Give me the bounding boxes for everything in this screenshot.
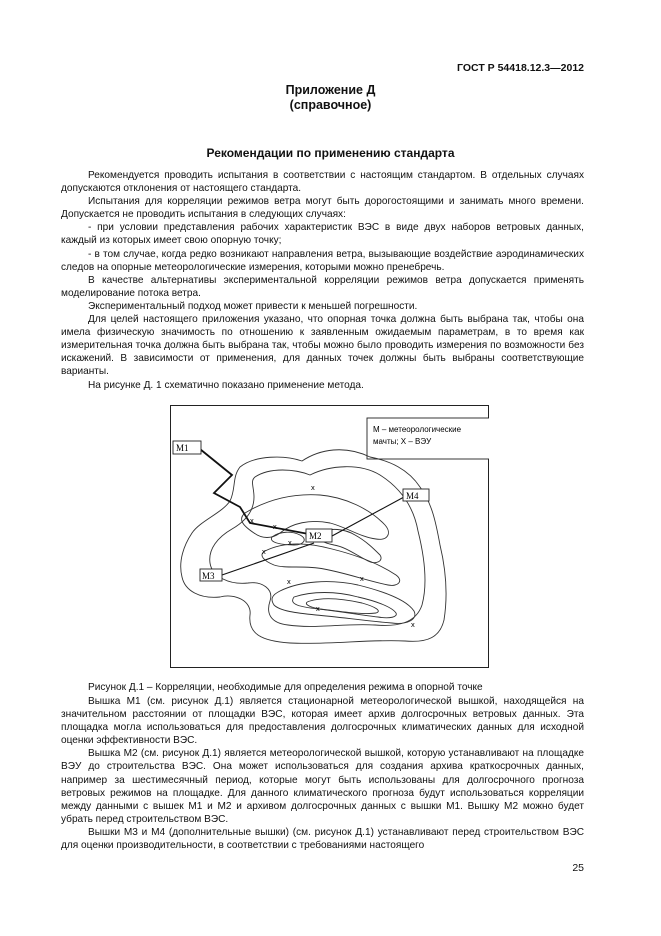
mast-m3-label: M3 [202,571,215,581]
appendix-title: Приложение Д [285,83,376,97]
paragraph: В качестве альтернативы экспериментальной корреляции режимов ветра допускается применять моделирование потока ветра. [61,274,584,299]
wind-turbine-marker: x [250,516,254,525]
correlation-line-m2-m4 [332,497,404,536]
wind-turbine-marker: x [273,522,277,531]
paragraph: Испытания для корреляции режимов ветра могут быть дорогостоящими и занимать много времени. Допускается не проводить испытания в следующих случаях: [61,196,584,221]
paragraph: - при условии представления рабочих характеристик ВЭС в виде двух наборов ветровых данных, каждый из которых имеет свою опорную точку; [61,222,584,247]
mast-m1-label: M1 [176,443,189,453]
wind-turbine-marker: x [288,538,292,547]
wind-turbine-marker: x [311,483,315,492]
wind-turbine-marker: x [360,574,364,583]
paragraph: На рисунке Д. 1 схематично показано применение метода. [88,379,364,391]
page-number: 25 [572,862,584,874]
wind-turbine-marker: x [411,620,415,629]
wind-turbine-marker: x [262,547,266,556]
standard-code: ГОСТ Р 54418.12.3—2012 [457,62,584,74]
legend-line-2: мачты; Х – ВЭУ [373,437,432,446]
site-map-diagram [170,405,489,668]
figure-caption: Рисунок Д.1 – Корреляции, необходимые для определения режима в опорной точке [88,682,483,693]
mast-m4-label: M4 [406,491,419,501]
figure-wind-correlation-map [170,405,489,668]
paragraph: Для целей настоящего приложения указано, что опорная точка должна быть выбрана так, чтобы она имела физическую значимость по отношению к заявленным ожидаемым параметрам, в то время как измерительная точка должна быть выбрана так, чтобы можно было проводить измерения по возможности без искажений. В зависимости от применения, для данных точек должны быть выбраны соответствующие варианты. [61,314,584,378]
paragraph: Вышки М3 и М4 (дополнительные вышки) (см. рисунок Д.1) устанавливают перед строительством ВЭС для оценки производительности, в соответствии с требованиями настоящего [61,826,584,852]
paragraph: Вышка М2 (см. рисунок Д.1) является метеорологической вышкой, которую устанавливают на площадке ВЭУ до строительства ВЭС. Она может использоваться для создания архива краткосрочных данных, например за шестимесячный период, которые могут быть использованы для долгосрочного прогноза ветровых режимов на площадке. Для данного климатического прогноза будут использоваться корреляции между данными с вышек М1 и М2 и архивом долгосрочных данных с вышки М1. Вышку М2 можно будет убрать перед строительством ВЭС. [61,748,584,825]
section-title: Рекомендации по применению стандарта [206,146,455,160]
appendix-subtitle: (справочное) [289,98,372,112]
correlation-line-m2-m3 [222,543,314,575]
paragraph: Рекомендуется проводить испытания в соответствии с настоящим стандартом. В отдельных случаях допускаются отклонения от настоящего стандарта. [61,170,584,195]
wind-turbine-marker: x [287,577,291,586]
paragraph: Экспериментальный подход может привести к меньшей погрешности. [88,300,418,312]
paragraph: Вышка М1 (см. рисунок Д.1) является стационарной метеорологической вышкой, находящейся на значительном расстоянии от площадки ВЭС, которая имеет архив долгосрочных ветровых данных. Эта площадка могла использоваться для предоставления долгосрочных климатических данных для исходной оценки эффективности ВЭС. [61,696,584,747]
body-text-top [61,169,584,392]
body-text-bottom [61,695,584,852]
paragraph: - в том случае, когда редко возникают направления ветра, вызывающие воздействие аэродинамических следов на опорные метеорологические измерения, которыми можно пренебречь. [61,248,584,273]
terrain-contour-2 [210,467,425,627]
terrain-contour-5 [262,544,400,585]
wind-turbine-marker: x [316,604,320,613]
legend-line-1: М – метеорологические [373,425,462,434]
correlation-line-m1-m2 [195,445,314,535]
mast-m2-label: M2 [309,531,322,541]
